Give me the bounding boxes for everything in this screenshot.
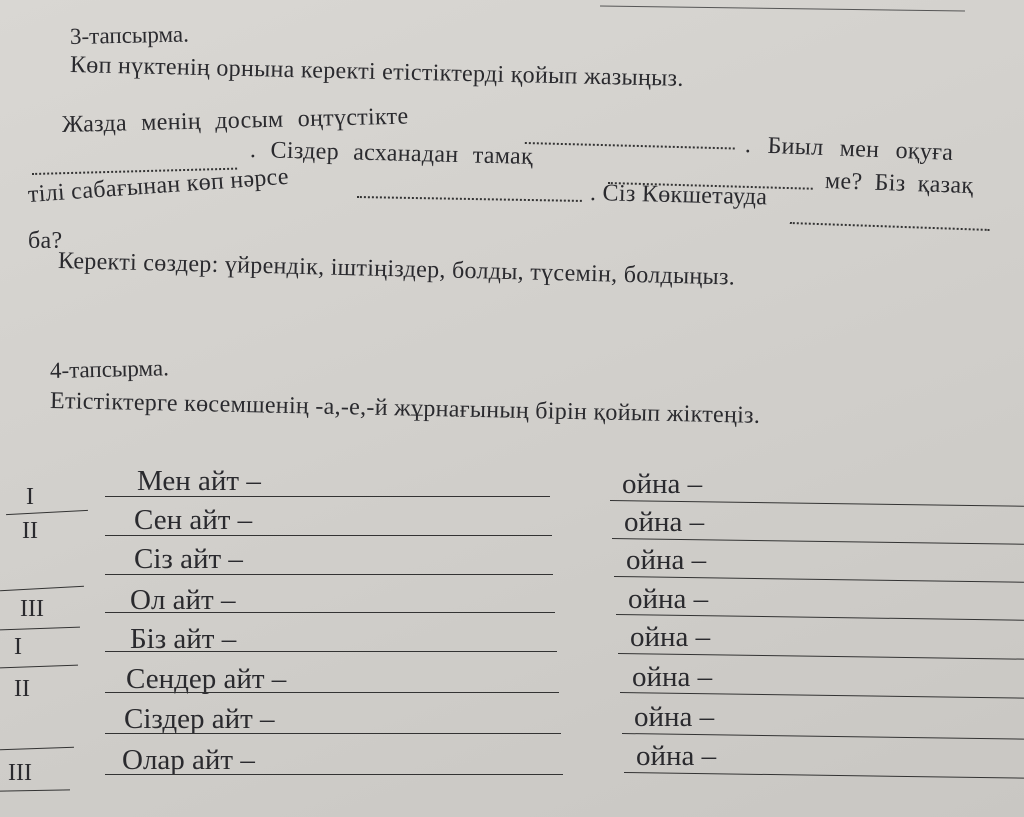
right-conjugation: ойна – bbox=[632, 661, 713, 693]
answer-line[interactable] bbox=[616, 614, 1024, 621]
blank-4[interactable] bbox=[357, 178, 582, 207]
right-conjugation: ойна – bbox=[636, 740, 717, 772]
task3-line1-end: . Биыл мен оқуға bbox=[744, 132, 954, 166]
task3-line2-start: . Сіздер асханадан тамақ bbox=[249, 137, 534, 170]
right-conjugation: ойна – bbox=[634, 701, 715, 733]
person-label: I bbox=[14, 634, 22, 660]
blank-5[interactable] bbox=[790, 204, 991, 236]
answer-line[interactable] bbox=[105, 612, 555, 613]
task3-line4: ба? bbox=[28, 228, 63, 254]
right-conjugation: ойна – bbox=[628, 583, 709, 615]
left-conjugation: Мен айт – bbox=[137, 465, 261, 497]
task3-line2-end: ме? Біз қазақ bbox=[824, 168, 974, 200]
right-conjugation: ойна – bbox=[626, 544, 707, 576]
person-divider bbox=[0, 627, 80, 631]
left-conjugation: Біз айт – bbox=[130, 623, 237, 655]
answer-line[interactable] bbox=[105, 692, 559, 693]
task3-words: Керекті сөздер: үйрендік, іштіңіздер, болды, түсемін, болдыңыз. bbox=[57, 248, 736, 291]
answer-line[interactable] bbox=[622, 733, 1024, 740]
task3-title: 3-тапсырма. bbox=[69, 21, 190, 49]
person-label: II bbox=[14, 676, 30, 702]
person-label: II bbox=[22, 518, 38, 544]
left-conjugation: Сен айт – bbox=[134, 504, 253, 536]
person-label: I bbox=[26, 484, 34, 510]
person-label: III bbox=[20, 596, 44, 622]
blank-1[interactable] bbox=[525, 124, 736, 154]
left-conjugation: Сіз айт – bbox=[134, 543, 243, 575]
right-conjugation: ойна – bbox=[624, 506, 705, 538]
task4-title: 4-тапсырма. bbox=[49, 355, 170, 383]
task3-line3-start: тілі сабағынан көп нәрсе bbox=[27, 163, 290, 208]
answer-line[interactable] bbox=[105, 535, 552, 536]
answer-line[interactable] bbox=[105, 774, 563, 775]
answer-line[interactable] bbox=[618, 653, 1024, 660]
answer-line[interactable] bbox=[105, 496, 550, 497]
left-conjugation: Сіздер айт – bbox=[124, 703, 275, 735]
right-conjugation: ойна – bbox=[622, 468, 703, 500]
person-divider bbox=[6, 510, 88, 515]
task3-line1-start: Жазда менің досым оңтүстікте bbox=[61, 103, 409, 138]
person-divider bbox=[0, 586, 84, 591]
person-divider bbox=[0, 665, 78, 669]
answer-line[interactable] bbox=[105, 574, 553, 575]
answer-line[interactable] bbox=[105, 651, 557, 652]
person-divider bbox=[0, 747, 74, 751]
left-conjugation: Ол айт – bbox=[130, 584, 236, 616]
person-label: III bbox=[8, 760, 32, 786]
answer-line[interactable] bbox=[614, 576, 1024, 583]
task3-line3-end: . Сіз Көкшетауда bbox=[589, 180, 768, 211]
right-conjugation: ойна – bbox=[630, 621, 711, 653]
task4-instruction: Етістіктерге көсемшенің -а,-е,-й жұрнағының бірін қойып жіктеңіз. bbox=[49, 388, 761, 429]
answer-line[interactable] bbox=[620, 692, 1024, 699]
answer-line[interactable] bbox=[624, 772, 1024, 779]
task3-instruction: Көп нүктенің орнына керекті етістіктерді қойып жазыңыз. bbox=[69, 52, 684, 92]
left-conjugation: Олар айт – bbox=[122, 744, 255, 776]
left-conjugation: Сендер айт – bbox=[126, 663, 287, 695]
person-divider bbox=[0, 789, 70, 791]
answer-line[interactable] bbox=[105, 733, 561, 734]
top-rule bbox=[600, 5, 965, 11]
